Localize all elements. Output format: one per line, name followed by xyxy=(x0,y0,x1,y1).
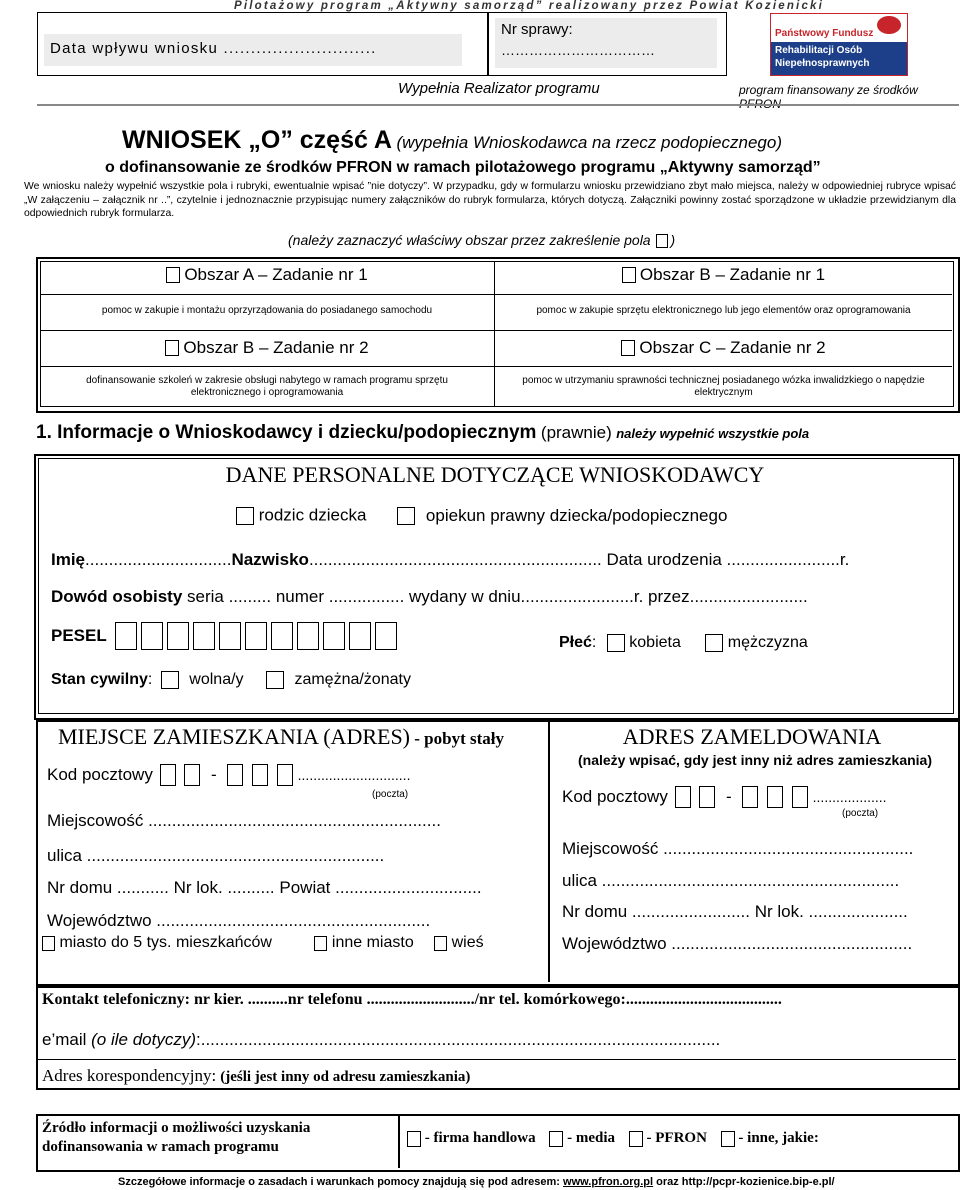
pesel-boxes xyxy=(115,625,401,644)
address-house[interactable]: Nr domu ........... Nr lok. .......... Powiat ............................... xyxy=(47,878,482,897)
guardian-label: opiekun prawny dziecka/podopiecznego xyxy=(425,505,728,525)
female-label: kobieta xyxy=(629,634,681,651)
areas-row-line-3 xyxy=(40,366,952,367)
footer-link-pfron[interactable]: www.pfron.org.pl xyxy=(563,1176,654,1188)
financed-note: program finansowany ze środków PFRON xyxy=(739,83,918,111)
id-card-label: Dowód osobisty xyxy=(51,587,183,606)
marital-line xyxy=(51,671,411,689)
post-office-caption: (poczta) xyxy=(372,789,409,800)
postal-digit-5[interactable] xyxy=(277,764,293,786)
registration-street[interactable]: ulica ............................................................... xyxy=(562,871,900,890)
other-city-label: inne miasto xyxy=(331,934,414,951)
instructions: We wniosku należy wypełnić wszystkie pola i rubryki, ewentualnie wpisać ”nie dotyczy”. W przypadku, gdy w formularzu wniosku przewidziano zbyt mało miejsca, należy w odpowiedniej rubryce wpisać „W załączeniu – załącznik nr ..”, czytelnie i jednoznacznie przypisując numery załączników do rubryk formularza, których dotyczą. Załączniki powinny zostać sporządzone w układzie przewidzianym dla odpowiednich rubryk formularza. xyxy=(24,181,956,219)
section1-heading-note: należy wypełnić wszystkie pola xyxy=(616,426,810,441)
postal-digit-4[interactable] xyxy=(252,764,268,786)
checkbox-icon[interactable] xyxy=(621,340,635,356)
correspondence-label: Adres korespondencyjny: xyxy=(42,1066,217,1085)
checkbox-male[interactable] xyxy=(705,634,723,652)
personal-data-title: DANE PERSONALNE DOTYCZĄCE WNIOSKODAWCY xyxy=(225,462,765,487)
reg-postal-label: Kod pocztowy xyxy=(562,787,668,806)
pesel-digit-box[interactable] xyxy=(167,622,189,650)
date-label: Data wpływu wniosku ............................ xyxy=(50,40,377,57)
source-divider xyxy=(398,1116,400,1168)
pesel-digit-box[interactable] xyxy=(193,622,215,650)
case-number-dots: …………………………… xyxy=(501,42,655,58)
form-subtitle: o dofinansowanie ze środków PFRON w ramach pilotażowego programu „Aktywny samorząd” xyxy=(105,159,821,176)
checkbox-icon[interactable] xyxy=(622,267,636,283)
checkbox-married[interactable] xyxy=(266,671,284,689)
registration-postal xyxy=(562,786,887,808)
email-label: e’mail xyxy=(42,1030,87,1049)
last-name-label: Nazwisko xyxy=(231,550,309,569)
pesel-digit-box[interactable] xyxy=(219,622,241,650)
birth-date-field[interactable]: Data urodzenia ........................r. xyxy=(606,550,850,569)
reg-postal-dash: - xyxy=(726,787,732,806)
area-c2[interactable] xyxy=(495,338,952,358)
town5k-label: miasto do 5 tys. mieszkańców xyxy=(59,934,272,951)
mark-note xyxy=(288,232,675,248)
area-a1-desc: pomoc w zakupie i montażu oprzyrządowania do posiadanego samochodu xyxy=(101,305,433,316)
checkbox-town5k[interactable] xyxy=(42,936,55,951)
pesel-digit-box[interactable] xyxy=(375,622,397,650)
footer xyxy=(118,1176,835,1188)
header-rule xyxy=(37,104,959,106)
pesel-label: PESEL xyxy=(51,626,107,645)
address-title-suffix: - pobyt stały xyxy=(410,729,504,748)
address-voivodeship[interactable]: Województwo .......................................................... xyxy=(47,911,431,930)
area-a1[interactable] xyxy=(40,265,494,285)
postal-digit-2[interactable] xyxy=(184,764,200,786)
email-paren: (o ile dotyczy) xyxy=(91,1030,197,1049)
form-title xyxy=(122,126,782,155)
postal-digit-1[interactable] xyxy=(160,764,176,786)
trade-company-label: - firma handlowa xyxy=(424,1130,536,1147)
area-a1-title: Obszar A – Zadanie nr 1 xyxy=(184,265,368,284)
areas-row-line-1 xyxy=(40,294,952,295)
first-name-field[interactable]: ............................... xyxy=(85,550,232,569)
checkbox-trade-company[interactable] xyxy=(407,1131,421,1147)
reg-postal-digit-2[interactable] xyxy=(699,786,715,808)
pesel-digit-box[interactable] xyxy=(323,622,345,650)
source-label: Źródło informacji o możliwości uzyskania dofinansowania w ramach programu xyxy=(42,1120,311,1155)
address-city[interactable]: Miejscowość .............................................................. xyxy=(47,811,441,830)
checkbox-media[interactable] xyxy=(549,1131,563,1147)
marital-label: Stan cywilny xyxy=(51,671,148,689)
registration-city[interactable]: Miejscowość ..................................................... xyxy=(562,839,914,858)
registration-house[interactable]: Nr domu ......................... Nr lok. ..................... xyxy=(562,902,908,921)
section1-heading-main: 1. Informacje o Wnioskodawcy i dziecku/podopiecznym xyxy=(36,422,537,443)
logo-line-2: Rehabilitacji Osób xyxy=(775,45,863,56)
postal-digit-3[interactable] xyxy=(227,764,243,786)
married-label: zamężna/żonaty xyxy=(294,671,411,688)
pfron-logo xyxy=(770,13,908,76)
first-name-label: Imię xyxy=(51,550,86,569)
form-title-paren: (wypełnia Wnioskodawca na rzecz podopiecznego) xyxy=(396,133,782,152)
checkbox-village[interactable] xyxy=(434,936,447,951)
pesel-digit-box[interactable] xyxy=(115,622,137,650)
checkbox-single[interactable] xyxy=(161,671,179,689)
source-options xyxy=(407,1130,819,1147)
checkbox-female[interactable] xyxy=(607,634,625,652)
checkbox-other[interactable] xyxy=(721,1131,735,1147)
section1-heading xyxy=(36,422,809,444)
reg-postal-digit-1[interactable] xyxy=(675,786,691,808)
checkbox-pfron[interactable] xyxy=(629,1131,643,1147)
area-c2-desc: pomoc w utrzymaniu sprawności technicznej posiadanego wózka inwalidzkiego o napędzie elektrycznym xyxy=(522,375,925,398)
male-label: mężczyzna xyxy=(727,634,808,651)
area-b1-title: Obszar B – Zadanie nr 1 xyxy=(639,265,826,284)
date-field[interactable] xyxy=(44,34,462,66)
reg-postal-digit-4[interactable] xyxy=(767,786,783,808)
area-b2-title: Obszar B – Zadanie nr 2 xyxy=(183,338,369,357)
logo-line-1: Państwowy Fundusz xyxy=(775,28,874,39)
pesel-digit-box[interactable] xyxy=(245,622,267,650)
address-title-main: MIEJSCE ZAMIESZKANIA (ADRES) xyxy=(58,724,410,749)
marital-colon: : xyxy=(147,671,153,689)
applicant-type xyxy=(236,505,727,526)
email-line xyxy=(42,1030,720,1050)
area-b1-desc: pomoc w zakupie sprzętu elektronicznego lub jego elementów oraz oprogramowania xyxy=(536,305,911,316)
checkbox-icon xyxy=(656,234,668,248)
area-b2-desc: dofinansowanie szkoleń w zakresie obsługi nabytego w ramach programu sprzętu elektronicznego i oprogramowania xyxy=(86,375,448,398)
phone-line[interactable]: Kontakt telefoniczny: nr kier. ..........nr telefonu .........................../nr tel. komórkowego:....................................... xyxy=(42,991,782,1008)
registration-voivodeship[interactable]: Województwo ................................................... xyxy=(562,934,913,953)
address-street[interactable]: ulica ............................................................... xyxy=(47,846,385,865)
last-name-field[interactable]: .............................................................. xyxy=(308,550,602,569)
area-b1[interactable] xyxy=(495,265,952,285)
pfron-label: - PFRON xyxy=(646,1130,707,1147)
sex-colon: : xyxy=(591,634,597,652)
areas-row-line-2 xyxy=(40,330,952,331)
area-c2-title: Obszar C – Zadanie nr 2 xyxy=(639,338,826,357)
sex-label: Płeć xyxy=(559,634,592,652)
postal-dash: - xyxy=(211,765,217,784)
reg-postal-digit-3[interactable] xyxy=(742,786,758,808)
name-line xyxy=(51,550,849,570)
checkbox-icon[interactable] xyxy=(165,340,179,356)
filled-by-realizer: Wypełnia Realizator programu xyxy=(398,80,600,97)
checkbox-parent[interactable] xyxy=(236,507,254,525)
other-label: - inne, jakie: xyxy=(738,1130,819,1147)
reg-post-office-caption: (poczta) xyxy=(842,808,879,819)
pesel-line xyxy=(51,622,401,650)
registration-note: (należy wpisać, gdy jest inny niż adres zamieszkania) xyxy=(577,752,933,768)
case-number-field[interactable] xyxy=(495,18,717,68)
correspondence-note: (jeśli jest inny od adresu zamieszkania) xyxy=(220,1069,471,1085)
email-field[interactable]: :.............................................................................................................. xyxy=(196,1030,721,1049)
pesel-digit-box[interactable] xyxy=(297,622,319,650)
program-line: Pilotażowy program „Aktywny samorząd” realizowany przez Powiat Kozienicki xyxy=(234,0,825,12)
pesel-digit-box[interactable] xyxy=(349,622,371,650)
correspondence-line xyxy=(42,1066,470,1086)
reg-post-office-field[interactable]: ................... xyxy=(812,789,887,805)
checkbox-guardian[interactable] xyxy=(397,507,415,525)
case-number-label: Nr sprawy: xyxy=(501,21,573,38)
post-office-field[interactable]: ............................. xyxy=(297,767,411,783)
logo-line-3: Niepełnosprawnych xyxy=(775,58,870,69)
checkbox-icon[interactable] xyxy=(166,267,180,283)
footer-text: Szczegółowe informacje o zasadach i warunkach pomocy znajdują się pod adresem: xyxy=(118,1176,560,1188)
parent-label: rodzic dziecka xyxy=(258,505,367,525)
address-title xyxy=(58,724,504,750)
id-card-fields[interactable]: seria ......... numer ................ wydany w dniu........................r. przez......................... xyxy=(187,587,808,606)
pesel-digit-box[interactable] xyxy=(271,622,293,650)
mark-note-text: (należy zaznaczyć właściwy obszar przez zakreślenie pola ) xyxy=(288,232,676,248)
pesel-digit-box[interactable] xyxy=(141,622,163,650)
footer-link-pcpr[interactable]: http://pcpr-kozienice.bip-e.pl/ xyxy=(681,1176,835,1188)
media-label: - media xyxy=(567,1130,616,1147)
footer-mid: oraz xyxy=(653,1176,682,1188)
address-col-divider xyxy=(548,722,550,982)
postal-label: Kod pocztowy xyxy=(47,765,153,784)
contact-divider xyxy=(38,1059,956,1060)
address-postal xyxy=(47,764,410,786)
registration-title: ADRES ZAMELDOWANIA xyxy=(622,724,882,749)
id-line xyxy=(51,587,808,607)
divider-vertical xyxy=(487,13,489,75)
single-label: wolna/y xyxy=(189,671,244,688)
section1-heading-paren: (prawnie) xyxy=(540,423,612,442)
locality-type xyxy=(42,934,484,952)
sex-line xyxy=(559,634,808,652)
form-title-main: WNIOSEK „O” część A xyxy=(122,126,392,154)
area-b2[interactable] xyxy=(40,338,494,358)
reg-postal-digit-5[interactable] xyxy=(792,786,808,808)
checkbox-other-city[interactable] xyxy=(314,936,327,951)
village-label: wieś xyxy=(451,934,484,951)
